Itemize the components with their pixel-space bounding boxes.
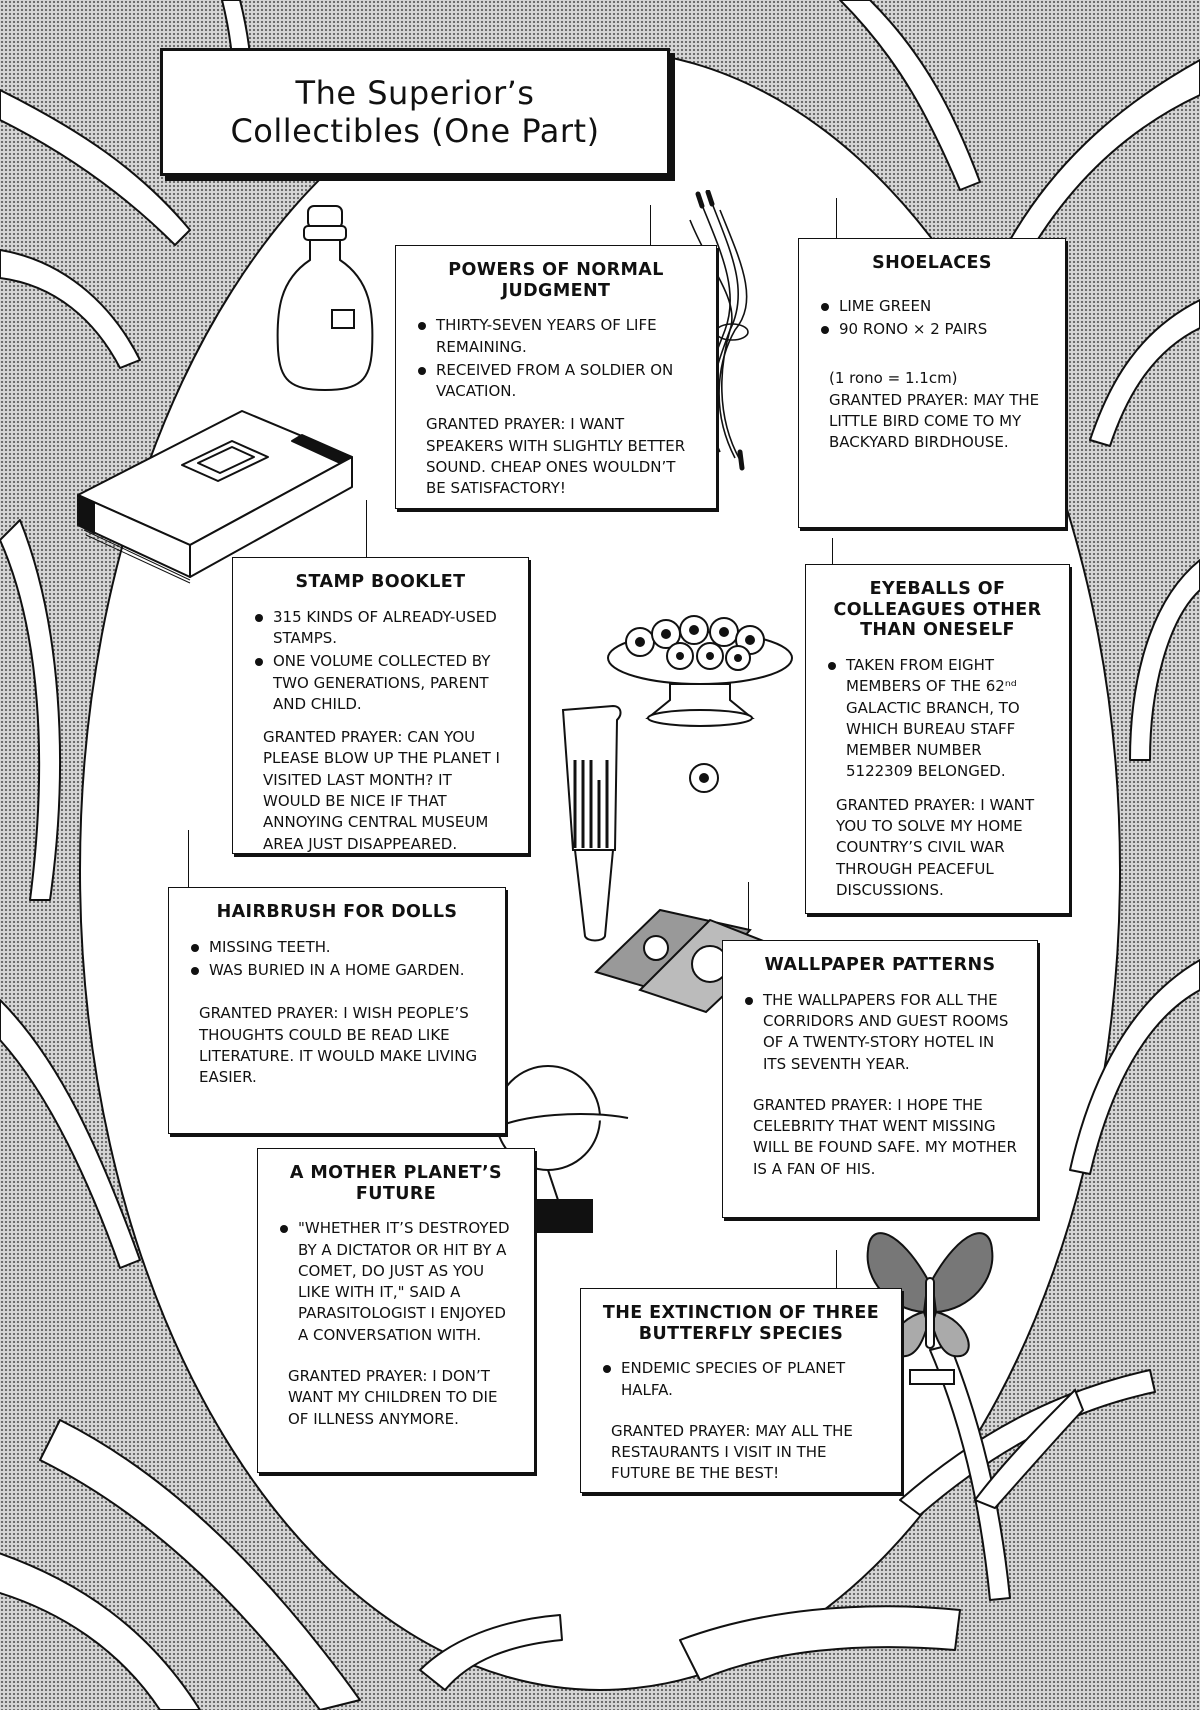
card-hairbrush <box>168 887 506 1134</box>
list-item: LIME GREEN <box>817 296 1047 317</box>
list-item: ONE VOLUME COLLECTED BY TWO GENERATIONS, PARENT AND CHILD. <box>251 651 510 715</box>
page-title-line-2: Collectibles (One Part) <box>230 112 600 150</box>
card-heading: A MOTHER PLANET’S FUTURE <box>289 1163 503 1204</box>
card-shoelaces <box>798 238 1066 528</box>
list-item: THE WALLPAPERS FOR ALL THE CORRIDORS AND GUEST ROOMS OF A TWENTY-STORY HOTEL IN ITS SEVENTH YEAR. <box>741 990 1019 1075</box>
list-item: TAKEN FROM EIGHT MEMBERS OF THE 62ⁿᵈ GALACTIC BRANCH, TO WHICH BUREAU STAFF MEMBER NUMBER 5122309 BELONGED. <box>824 655 1051 783</box>
eyeball-bowl-icon <box>600 600 800 800</box>
granted-prayer: GRANTED PRAYER: CAN YOU PLEASE BLOW UP THE PLANET I VISITED LAST MONTH? IT WOULD BE NICE IF THAT ANNOYING CENTRAL MUSEUM AREA JUST DISAPPEARED. <box>263 728 500 853</box>
card-heading: EYEBALLS OF COLLEAGUES OTHER THAN ONESELF <box>833 579 1042 641</box>
branch-stub-icon <box>965 1380 1085 1510</box>
granted-prayer: GRANTED PRAYER: I DON’T WANT MY CHILDREN TO DIE OF ILLNESS ANYMORE. <box>288 1367 498 1428</box>
card-butterfly-extinction <box>580 1288 902 1493</box>
card-mother-planet <box>257 1148 535 1473</box>
bottle-icon <box>270 200 380 400</box>
list-item: THIRTY-SEVEN YEARS OF LIFE REMAINING. <box>414 315 698 358</box>
granted-prayer: GRANTED PRAYER: I WISH PEOPLE’S THOUGHTS COULD BE READ LIKE LITERATURE. IT WOULD MAKE LIVING EASIER. <box>199 1004 478 1087</box>
page-title-line-1: The Superior’s <box>295 73 535 112</box>
card-heading: SHOELACES <box>872 253 992 273</box>
card-heading: THE EXTINCTION OF THREE BUTTERFLY SPECIES <box>602 1303 880 1344</box>
leader-line <box>188 830 189 890</box>
granted-prayer: GRANTED PRAYER: MAY THE LITTLE BIRD COME TO MY BACKYARD BIRDHOUSE. <box>829 390 1040 452</box>
list-item: WAS BURIED IN A HOME GARDEN. <box>187 960 487 981</box>
list-item: MISSING TEETH. <box>187 937 487 958</box>
card-wallpaper <box>722 940 1038 1218</box>
list-item: "WHETHER IT’S DESTROYED BY A DICTATOR OR HIT BY A COMET, DO JUST AS YOU LIKE WITH IT," SAID A PARASITOLOGIST I ENJOYED A CONVERSATION WITH. <box>276 1218 516 1346</box>
card-heading: HAIRBRUSH FOR DOLLS <box>216 902 458 922</box>
granted-prayer: GRANTED PRAYER: I WANT YOU TO SOLVE MY HOME COUNTRY’S CIVIL WAR THROUGH PEACEFUL DISCUSSIONS. <box>836 795 1035 899</box>
granted-prayer: GRANTED PRAYER: I HOPE THE CELEBRITY THAT WENT MISSING WILL BE FOUND SAFE. MY MOTHER IS A FAN OF HIS. <box>753 1095 1017 1178</box>
granted-prayer: GRANTED PRAYER: MAY ALL THE RESTAURANTS I VISIT IN THE FUTURE BE THE BEST! <box>611 1421 853 1483</box>
unit-note: (1 rono = 1.1cm) <box>829 369 958 388</box>
card-heading: POWERS OF NORMAL JUDGMENT <box>448 260 664 301</box>
page-title-box <box>160 48 670 176</box>
card-stamp-booklet <box>232 557 529 854</box>
list-item: 315 KINDS OF ALREADY-USED STAMPS. <box>251 607 510 650</box>
leader-line <box>836 1250 837 1290</box>
leader-line <box>366 500 367 560</box>
card-heading: WALLPAPER PATTERNS <box>764 955 996 975</box>
card-heading: STAMP BOOKLET <box>295 572 466 592</box>
leader-line <box>650 205 651 250</box>
granted-prayer: GRANTED PRAYER: I WANT SPEAKERS WITH SLIGHTLY BETTER SOUND. CHEAP ONES WOULDN’T BE SATISFACTORY! <box>426 415 686 498</box>
list-item: RECEIVED FROM A SOLDIER ON VACATION. <box>414 360 698 403</box>
list-item: ENDEMIC SPECIES OF PLANET HALFA. <box>599 1358 883 1401</box>
card-eyeballs <box>805 564 1070 914</box>
list-item: 90 RONO × 2 PAIRS <box>817 319 1047 340</box>
leader-line <box>748 882 749 932</box>
card-powers-of-normal-judgment <box>395 245 717 509</box>
